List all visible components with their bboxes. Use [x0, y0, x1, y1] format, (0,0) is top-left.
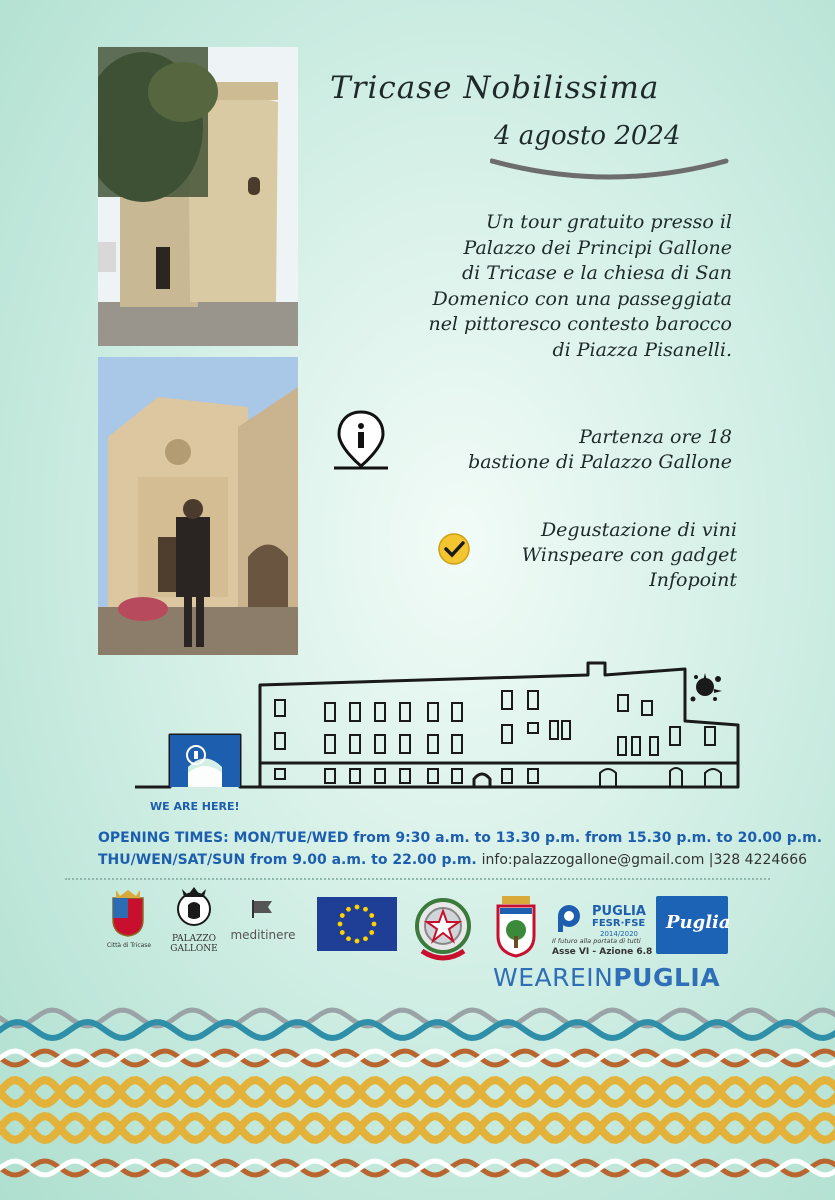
eu-star [355, 905, 360, 910]
eu-star [363, 907, 368, 912]
eu-flag-icon [317, 897, 397, 951]
palazzo-word: PALAZZO [171, 934, 217, 944]
departure-time: Partenza ore 18 [579, 426, 732, 448]
city-caption: Città di Tricase [106, 942, 152, 949]
wearein-text: WEAREIN [493, 963, 614, 992]
contact-info: info:palazzogallone@gmail.com |328 4224666 [481, 852, 808, 868]
tasting-line: Infopoint [649, 569, 737, 591]
description-line: di Tricase e la chiesa di San [461, 262, 732, 284]
info-pin-icon [332, 408, 390, 472]
eu-star [346, 936, 351, 941]
opening-times-line-2 [98, 852, 807, 868]
gallone-word: GALLONE [170, 944, 218, 954]
description-line: Un tour gratuito presso il [486, 211, 732, 233]
poc-years: 2014/2020 [600, 930, 638, 938]
decorative-wave-pattern [0, 1000, 835, 1200]
tasting-line: Winspeare con gadget [521, 544, 737, 566]
description-line: nel pittoresco contesto barocco [428, 313, 732, 335]
eu-star [340, 930, 345, 935]
eu-star [369, 930, 374, 935]
eu-star [372, 922, 377, 927]
tasting-line: Degustazione di vini [540, 519, 737, 541]
description-line: Palazzo dei Principi Gallone [463, 236, 732, 259]
event-date: 4 agosto 2024 [494, 121, 681, 151]
event-title: Tricase Nobilissima [330, 70, 660, 106]
puglia-bold-text: PUGLIA [613, 963, 721, 992]
palazzo-gallone-crest-icon [174, 883, 214, 933]
event-description [332, 210, 732, 363]
puglia-region-crest-icon [494, 892, 538, 958]
dotted-separator [65, 878, 770, 880]
ink-splat-icon [691, 673, 723, 702]
meditinere-flag-icon [250, 898, 276, 920]
tower-photo [98, 47, 298, 346]
eu-star [363, 936, 368, 941]
check-badge-icon [436, 532, 472, 566]
opening-times-weekend: THU/WEN/SAT/SUN from 9.00 a.m. to 22.00 p.m. [98, 852, 477, 868]
date-underline [490, 155, 730, 185]
description-line: di Piazza Pisanelli. [552, 338, 732, 361]
eu-star [346, 907, 351, 912]
poc-subtitle: FESR·FSE [592, 918, 646, 929]
meditinere-logo-text: meditinere [230, 928, 296, 942]
departure-place: bastione di Palazzo Gallone [468, 451, 732, 473]
puglia-badge [656, 896, 731, 954]
palazzo-gallone-logo-text [164, 934, 224, 954]
eu-star [338, 922, 343, 927]
departure-info [468, 425, 732, 475]
eu-star [355, 939, 360, 944]
puglia-badge-text: Puglia [666, 912, 731, 933]
palace-outline-illustration [130, 655, 750, 815]
wearein-puglia-logo [493, 963, 720, 992]
poc-axis: Asse VI - Azione 6.8 [552, 947, 653, 957]
italian-republic-emblem-icon [412, 893, 474, 965]
description-line: Domenico con una passeggiata [432, 287, 732, 310]
wave-line [0, 1022, 835, 1038]
eu-star [369, 913, 374, 918]
tasting-info [522, 518, 737, 593]
poc-title: PUGLIA [592, 904, 646, 919]
poc-p-icon [552, 903, 586, 933]
church-photo [98, 357, 298, 655]
opening-times-line-1: OPENING TIMES: MON/TUE/WED from 9:30 a.m. to 13.30 p.m. from 15.30 p.m. to 20.00 p.m. [98, 830, 823, 846]
tricase-crest-icon [110, 888, 146, 938]
we-are-here-label: WE ARE HERE! [150, 800, 240, 813]
eu-star [340, 913, 345, 918]
poc-tagline: Il futuro alla portata di tutti [552, 937, 641, 945]
